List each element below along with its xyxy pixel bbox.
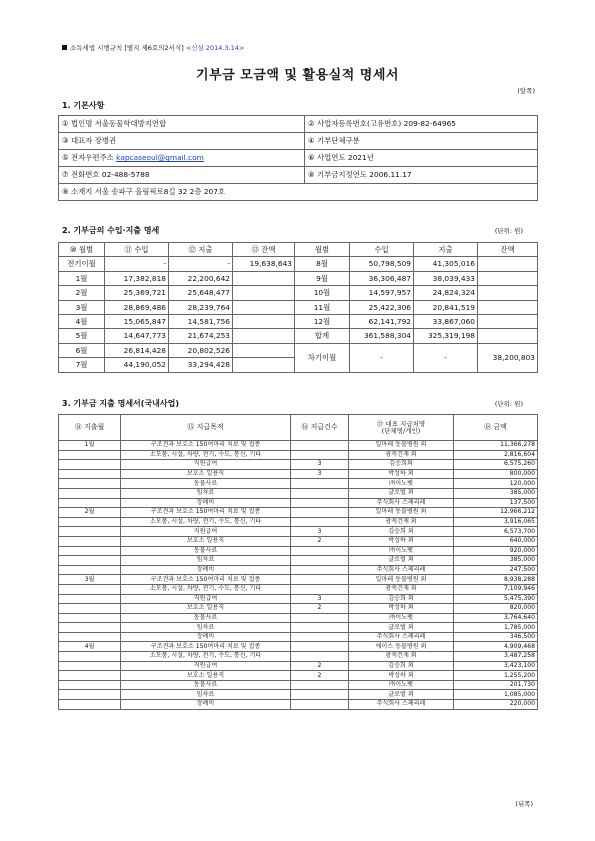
monthly-cell: 합계 xyxy=(295,329,350,343)
expense-row xyxy=(59,642,538,652)
expense-cell: ㈜이노펫 xyxy=(349,613,454,623)
monthly-cell: 9월 xyxy=(295,271,350,285)
monthly-cell: 20,841,519 xyxy=(414,300,478,314)
monthly-cell: 전기이월 xyxy=(59,257,105,271)
expense-cell: 박성하 외 xyxy=(349,469,454,479)
expense-cell xyxy=(291,575,349,585)
expense-row xyxy=(59,584,538,594)
col-count: ⑯ 지급건수 xyxy=(291,415,349,441)
expense-cell: ㈜이노펫 xyxy=(349,680,454,690)
monthly-header-cell: ⑩ 월별 xyxy=(59,243,105,257)
expense-cell xyxy=(59,565,121,575)
monthly-cell: 62,141,792 xyxy=(350,314,414,328)
expense-cell: 글로벌 외 xyxy=(349,690,454,700)
form-law: 소득세법 시행규칙 [별지 제6호의2서식] xyxy=(70,44,184,52)
expense-row xyxy=(59,469,538,479)
expense-cell: 글로벌 외 xyxy=(349,488,454,498)
expense-cell xyxy=(291,632,349,642)
expense-row xyxy=(59,527,538,537)
expense-cell: 137,500 xyxy=(454,498,538,508)
expense-cell: 일마레 동물병원 외 xyxy=(349,575,454,585)
monthly-cell: 50,798,509 xyxy=(350,257,414,271)
monthly-table xyxy=(58,242,538,373)
expense-cell: 346,500 xyxy=(454,632,538,642)
monthly-cell: 7월 xyxy=(59,358,105,372)
expense-cell: 글로벌 외 xyxy=(349,623,454,633)
expense-cell: 3,916,065 xyxy=(454,517,538,527)
monthly-cell: 12월 xyxy=(295,314,350,328)
expense-row xyxy=(59,680,538,690)
expense-row xyxy=(59,594,538,604)
expense-cell: 보호소 일용직 xyxy=(121,536,291,546)
expense-cell xyxy=(291,642,349,652)
monthly-cell: - xyxy=(169,257,233,271)
expense-row xyxy=(59,671,538,681)
monthly-cell xyxy=(478,329,538,343)
monthly-cell: 4월 xyxy=(59,314,105,328)
expense-cell: 김승희외 xyxy=(349,460,454,470)
expense-cell: 박성하 외 xyxy=(349,604,454,614)
monthly-row xyxy=(59,329,538,343)
monthly-cell: 21,674,253 xyxy=(169,329,233,343)
monthly-cell: 28,869,486 xyxy=(105,300,169,314)
expense-cell xyxy=(59,584,121,594)
expense-cell: 소모품, 시설, 차량, 전기, 수도, 통신, 기타 xyxy=(121,652,291,662)
expense-row xyxy=(59,565,538,575)
expense-cell: 3,487,258 xyxy=(454,652,538,662)
expense-cell: 임차료 xyxy=(121,556,291,566)
expense-row xyxy=(59,700,538,710)
expense-cell: 3 xyxy=(291,527,349,537)
monthly-cell xyxy=(233,271,295,285)
expense-cell: 120,000 xyxy=(454,479,538,489)
expense-cell: 2,816,604 xyxy=(454,450,538,460)
col-amount: ⑱ 금액 xyxy=(454,415,538,441)
expense-cell xyxy=(291,508,349,518)
monthly-cell: 10월 xyxy=(295,286,350,300)
expense-cell xyxy=(59,680,121,690)
expense-cell: 3 xyxy=(291,469,349,479)
expense-cell: 직원급여 xyxy=(121,460,291,470)
monthly-header-cell: 잔액 xyxy=(478,243,538,257)
expense-cell xyxy=(291,690,349,700)
expense-cell: 6,575,260 xyxy=(454,460,538,470)
expense-cell: 7,109,946 xyxy=(454,584,538,594)
col-month: ⑭ 지출월 xyxy=(59,415,121,441)
expense-cell: 247,500 xyxy=(454,565,538,575)
expense-row xyxy=(59,575,538,585)
monthly-cell xyxy=(233,314,295,328)
monthly-cell xyxy=(478,257,538,271)
expense-row xyxy=(59,517,538,527)
fiscal-year: ⑥ 사업연도 2021년 xyxy=(305,150,538,167)
expense-cell xyxy=(59,488,121,498)
expense-cell: 직원급여 xyxy=(121,594,291,604)
expense-cell: 8,938,288 xyxy=(454,575,538,585)
section3-title: 3. 기부금 지출 명세서(국내사업) xyxy=(62,399,180,408)
expense-cell: 구조견과 보호소 150여마리 치료 및 접종 xyxy=(121,508,291,518)
expense-cell: 6,573,700 xyxy=(454,527,538,537)
expense-cell xyxy=(59,517,121,527)
expense-cell: 임차료 xyxy=(121,623,291,633)
expense-row xyxy=(59,652,538,662)
monthly-cell xyxy=(233,286,295,300)
expense-cell: 직원급여 xyxy=(121,661,291,671)
expense-cell: 3 xyxy=(291,460,349,470)
monthly-cell: 25,422,306 xyxy=(350,300,414,314)
representative: ③ 대표자 장병권 xyxy=(59,133,305,150)
expense-cell xyxy=(59,450,121,460)
monthly-header-cell: ⑫ 지출 xyxy=(169,243,233,257)
expense-cell: 장례비 xyxy=(121,700,291,710)
monthly-cell: 38,039,433 xyxy=(414,271,478,285)
monthly-cell: 33,294,428 xyxy=(169,358,233,372)
expense-cell xyxy=(59,527,121,537)
expense-cell: 보호소 일용직 xyxy=(121,671,291,681)
expense-cell xyxy=(59,460,121,470)
col-payee-line2: (단체명/개인) xyxy=(381,426,421,435)
expense-cell xyxy=(59,594,121,604)
expense-cell: 820,000 xyxy=(454,604,538,614)
expense-cell xyxy=(291,623,349,633)
expense-cell: 2 xyxy=(291,604,349,614)
monthly-header-row xyxy=(59,243,538,257)
expense-header-row xyxy=(59,415,538,441)
section2-unit: (단위: 원) xyxy=(494,227,523,235)
expense-cell xyxy=(59,690,121,700)
expense-cell: 장례비 xyxy=(121,565,291,575)
expense-cell xyxy=(291,450,349,460)
monthly-cell: - xyxy=(105,257,169,271)
expense-cell: 동물사료 xyxy=(121,680,291,690)
expense-cell: 장례비 xyxy=(121,498,291,508)
expense-cell: 소모품, 시설, 차량, 전기, 수도, 통신, 기타 xyxy=(121,517,291,527)
col-payee xyxy=(349,415,454,441)
expense-cell: 385,000 xyxy=(454,488,538,498)
expense-cell: 에이스 동물병원 외 xyxy=(349,642,454,652)
email-cell xyxy=(59,150,305,167)
expense-cell: ㈜이노펫 xyxy=(349,546,454,556)
expense-cell xyxy=(291,680,349,690)
expense-cell xyxy=(291,652,349,662)
expense-cell: 385,000 xyxy=(454,556,538,566)
expense-cell: 광적건재 외 xyxy=(349,450,454,460)
expense-cell: 구조견과 보호소 150여마리 치료 및 접종 xyxy=(121,575,291,585)
expense-cell: 소모품, 시설, 차량, 전기, 수도, 통신, 기타 xyxy=(121,584,291,594)
expense-cell: 동물사료 xyxy=(121,613,291,623)
expense-cell: 주식회사 스페리레 xyxy=(349,632,454,642)
expense-cell xyxy=(291,565,349,575)
expense-cell: ㈜이노펫 xyxy=(349,479,454,489)
expense-cell: 3,423,100 xyxy=(454,661,538,671)
monthly-cell: 28,239,764 xyxy=(169,300,233,314)
expense-cell xyxy=(59,652,121,662)
monthly-cell: 361,588,304 xyxy=(350,329,414,343)
expense-cell: 12,966,212 xyxy=(454,508,538,518)
expense-cell: 광적건재 외 xyxy=(349,584,454,594)
expense-cell: 2 xyxy=(291,671,349,681)
expense-cell xyxy=(59,613,121,623)
expense-cell: 동물사료 xyxy=(121,546,291,556)
monthly-cell: 3월 xyxy=(59,300,105,314)
expense-row xyxy=(59,556,538,566)
expense-cell xyxy=(291,517,349,527)
expense-cell: 박성하 외 xyxy=(349,671,454,681)
expense-cell: 보호소 일용직 xyxy=(121,604,291,614)
monthly-cell: 25,648,477 xyxy=(169,286,233,300)
monthly-cell: 14,597,957 xyxy=(350,286,414,300)
expense-cell: 소모품, 시설, 차량, 전기, 수도, 통신, 기타 xyxy=(121,450,291,460)
carry-forward-cell: - xyxy=(350,343,414,372)
expense-cell: 동물사료 xyxy=(121,479,291,489)
expense-cell: 3,764,640 xyxy=(454,613,538,623)
expense-row xyxy=(59,441,538,451)
expense-cell: 1,785,000 xyxy=(454,623,538,633)
monthly-cell: 1월 xyxy=(59,271,105,285)
expense-cell xyxy=(59,546,121,556)
expense-cell: 광적건재 외 xyxy=(349,517,454,527)
page-side-label: (앞쪽) xyxy=(517,87,535,95)
monthly-cell: 14,647,773 xyxy=(105,329,169,343)
expense-cell xyxy=(59,536,121,546)
expense-cell: 구조견과 보호소 150여마리 치료 및 접종 xyxy=(121,441,291,451)
expense-cell: 김승희 외 xyxy=(349,661,454,671)
monthly-cell: 14,581,756 xyxy=(169,314,233,328)
expense-cell xyxy=(291,613,349,623)
monthly-row xyxy=(59,271,538,285)
monthly-row xyxy=(59,286,538,300)
expense-cell: 글로벌 외 xyxy=(349,556,454,566)
monthly-header-cell: 지출 xyxy=(414,243,478,257)
expense-cell xyxy=(59,700,121,710)
monthly-cell: 22,200,642 xyxy=(169,271,233,285)
monthly-cell: 33,867,060 xyxy=(414,314,478,328)
expense-row xyxy=(59,661,538,671)
expense-cell xyxy=(59,623,121,633)
expense-cell: 임차료 xyxy=(121,690,291,700)
monthly-header-cell: 수입 xyxy=(350,243,414,257)
expense-row xyxy=(59,604,538,614)
carry-forward-cell: - xyxy=(414,343,478,372)
col-payee-line1: ⑰ 대표 지급처명 xyxy=(376,419,426,428)
monthly-cell: 44,190,052 xyxy=(105,358,169,372)
page-footer: (뒤쪽) xyxy=(515,800,533,808)
expense-row xyxy=(59,632,538,642)
expense-cell: 2월 xyxy=(59,508,121,518)
expense-cell: 주식회사 스페리레 xyxy=(349,498,454,508)
monthly-cell: 15,065,847 xyxy=(105,314,169,328)
expense-row xyxy=(59,488,538,498)
expense-cell: 김승희 외 xyxy=(349,594,454,604)
monthly-cell: 25,369,721 xyxy=(105,286,169,300)
monthly-cell xyxy=(478,286,538,300)
monthly-cell: 24,824,324 xyxy=(414,286,478,300)
expense-cell: 박성하 외 xyxy=(349,536,454,546)
monthly-cell: 41,305,016 xyxy=(414,257,478,271)
designated-year: ⑧ 기부금지정연도 2006.11.17 xyxy=(305,167,538,184)
expense-cell xyxy=(291,488,349,498)
expense-row xyxy=(59,479,538,489)
expense-cell: 1,255,200 xyxy=(454,671,538,681)
carry-forward-cell: 차기이월 xyxy=(295,343,350,372)
expense-row xyxy=(59,613,538,623)
expense-cell: 2 xyxy=(291,661,349,671)
expense-cell: 직원급여 xyxy=(121,527,291,537)
expense-cell: 4월 xyxy=(59,642,121,652)
expense-cell: 5,475,390 xyxy=(454,594,538,604)
expense-cell xyxy=(291,498,349,508)
expense-cell xyxy=(59,556,121,566)
org-type: ④ 기부단체구분 xyxy=(305,133,538,150)
monthly-cell: 2월 xyxy=(59,286,105,300)
expense-row xyxy=(59,546,538,556)
section2-title: 2. 기부금의 수입·지출 명세 xyxy=(62,226,160,235)
expense-cell: 보호소 일용직 xyxy=(121,469,291,479)
monthly-cell: 325,319,198 xyxy=(414,329,478,343)
form-revision: <신설 2014.3.14> xyxy=(185,44,245,52)
expense-cell: 3월 xyxy=(59,575,121,585)
expense-cell: 일마레 동물병원 외 xyxy=(349,441,454,451)
address: ⑨ 소재지 서울 송파구 올림픽로8길 32 2층 207호 xyxy=(59,184,538,201)
expense-cell xyxy=(291,479,349,489)
expense-cell: 220,000 xyxy=(454,700,538,710)
expense-cell: 광적건재 외 xyxy=(349,652,454,662)
monthly-cell xyxy=(233,343,295,357)
monthly-row xyxy=(59,314,538,328)
expense-row xyxy=(59,450,538,460)
expense-cell: 임차료 xyxy=(121,488,291,498)
monthly-cell xyxy=(233,329,295,343)
biz-number: ② 사업자등록번호(고유번호) 209-82-64965 xyxy=(305,116,538,133)
form-header xyxy=(62,43,244,52)
expense-cell xyxy=(59,498,121,508)
monthly-cell: 6월 xyxy=(59,343,105,357)
monthly-cell: 36,306,487 xyxy=(350,271,414,285)
monthly-cell: 17,382,818 xyxy=(105,271,169,285)
expense-cell: 2 xyxy=(291,536,349,546)
expense-cell xyxy=(59,671,121,681)
section1-title: 1. 기본사항 xyxy=(62,101,105,110)
expense-cell: 3 xyxy=(291,594,349,604)
expense-cell xyxy=(59,661,121,671)
basic-info-table xyxy=(58,115,538,201)
expense-row xyxy=(59,690,538,700)
expense-cell: 주식회사 스페리레 xyxy=(349,700,454,710)
expense-table xyxy=(58,414,538,710)
monthly-cell xyxy=(478,300,538,314)
expense-cell xyxy=(291,546,349,556)
monthly-row xyxy=(59,257,538,271)
email-link[interactable]: kapcaseoul@gmail.com xyxy=(116,153,204,163)
monthly-cell: 20,802,526 xyxy=(169,343,233,357)
expense-cell: 800,000 xyxy=(454,469,538,479)
expense-cell: 1월 xyxy=(59,441,121,451)
expense-cell: 201,730 xyxy=(454,680,538,690)
monthly-header-cell: ⑪ 수입 xyxy=(105,243,169,257)
monthly-cell: 5월 xyxy=(59,329,105,343)
expense-cell: 11,366,278 xyxy=(454,441,538,451)
monthly-cell xyxy=(233,358,295,372)
corp-name: ① 법인명 서울동물학대방지연합 xyxy=(59,116,305,133)
monthly-cell xyxy=(233,300,295,314)
expense-cell xyxy=(291,700,349,710)
monthly-row xyxy=(59,343,538,357)
monthly-cell: 19,638,643 xyxy=(233,257,295,271)
col-purpose: ⑮ 지급목적 xyxy=(121,415,291,441)
page-title: 기부금 모금액 및 활용실적 명세서 xyxy=(196,68,399,83)
expense-cell: 640,000 xyxy=(454,536,538,546)
monthly-cell: 11월 xyxy=(295,300,350,314)
monthly-header-cell: ⑬ 잔액 xyxy=(233,243,295,257)
email-label: ⑤ 전자우편주소 xyxy=(62,153,117,163)
expense-row xyxy=(59,460,538,470)
expense-row xyxy=(59,498,538,508)
expense-cell xyxy=(291,584,349,594)
expense-cell: 920,000 xyxy=(454,546,538,556)
expense-cell xyxy=(59,604,121,614)
expense-cell xyxy=(291,556,349,566)
monthly-cell: 8월 xyxy=(295,257,350,271)
phone: ⑦ 전화번호 02-488-5788 xyxy=(59,167,305,184)
expense-cell: 일마레 동물병원 외 xyxy=(349,508,454,518)
expense-cell: 김승희 외 xyxy=(349,527,454,537)
carry-forward-cell: 38,200,803 xyxy=(478,343,538,372)
monthly-cell: 26,814,428 xyxy=(105,343,169,357)
square-bullet-icon xyxy=(62,45,67,50)
expense-cell: 주식회사 스페리레 xyxy=(349,565,454,575)
monthly-row xyxy=(59,300,538,314)
expense-cell: 4,909,468 xyxy=(454,642,538,652)
expense-cell xyxy=(59,632,121,642)
expense-row xyxy=(59,623,538,633)
section3-unit: (단위: 원) xyxy=(494,400,523,408)
expense-row xyxy=(59,536,538,546)
expense-cell: 구조견과 보호소 150여마리 치료 및 접종 xyxy=(121,642,291,652)
expense-cell xyxy=(59,479,121,489)
monthly-cell xyxy=(478,271,538,285)
monthly-cell xyxy=(478,314,538,328)
monthly-header-cell: 월별 xyxy=(295,243,350,257)
expense-cell: 1,085,000 xyxy=(454,690,538,700)
expense-row xyxy=(59,508,538,518)
expense-cell xyxy=(291,441,349,451)
expense-cell xyxy=(59,469,121,479)
expense-cell: 장례비 xyxy=(121,632,291,642)
